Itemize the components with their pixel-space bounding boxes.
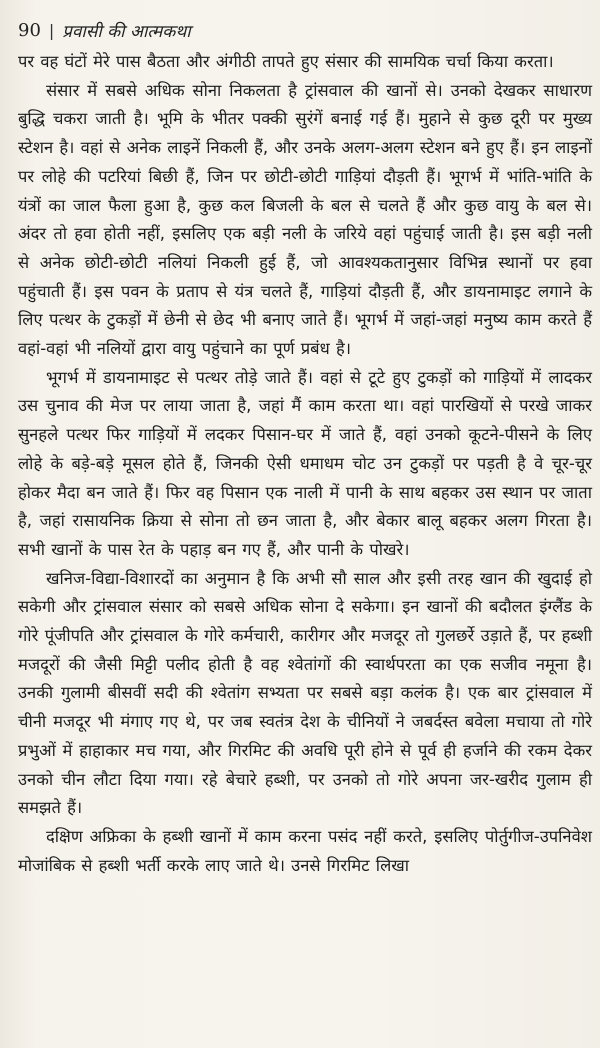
paragraph-gold-mines: संसार में सबसे अधिक सोना निकलता है ट्रांसवाल की खानों से। उनको देखकर साधारण बुद्धि चकरा जाती है। भूमि के भीतर पक्की सुरंगें बनाई गई हैं। मुहाने से कुछ दूरी पर मुख्य स्टेशन है। वहां से अनेक लाइनें निकली हैं, और उनके अलग-अलग स्टेशन बने हुए हैं। इन लाइनों पर लोहे की पटरियां बिछी हैं, जिन पर छोटी-छोटी गाड़ियां दौड़ती हैं। भूगर्भ में भांति-भांति के यंत्रों का जाल फैला हुआ है, कुछ कल बिजली के बल से चलते हैं और कुछ वायु के बल से। अंदर तो हवा होती नहीं, इसलिए एक बड़ी नली के जरिये वहां पहुंचाई जाती है। इस बड़ी नली से अनेक छोटी-छोटी नलियां निकली हुई हैं, जो आवश्यकतानुसार विभिन्न स्थानों पर हवा पहुंचाती हैं। इस पवन के प्रताप से यंत्र चलते हैं, गाड़ियां दौड़ती हैं, और डायनामाइट लगाने के लिए पत्थर के टुकड़ों में छेनी से छेद भी बनाए जाते हैं। भूगर्भ में जहां-जहां मनुष्य काम करते हैं वहां-वहां भी नलियों द्वारा वायु पहुंचाने का पूर्ण प्रबंध है। bbox=[18, 80, 592, 359]
paragraph-continued: पर वह घंटों मेरे पास बैठता और अंगीठी तापते हुए संसार की सामयिक चर्चा किया करता। bbox=[18, 52, 554, 71]
page-number: 90 bbox=[18, 19, 41, 41]
book-title: प्रवासी की आत्मकथा bbox=[62, 21, 191, 42]
header-separator: | bbox=[48, 20, 55, 40]
body-text bbox=[18, 48, 592, 880]
paragraph-mining-experts: खनिज-विद्या-विशारदों का अनुमान है कि अभी सौ साल और इसी तरह खान की खुदाई हो सकेगी और ट्रांसवाल संसार को सबसे अधिक सोना दे सकेगा। इन खानों की बदौलत इंग्लैंड के गोरे पूंजीपति और ट्रांसवाल के गोरे कर्मचारी, कारीगर और मजदूर तो गुलछर्रे उड़ाते हैं, पर हब्शी मजदूरों की जैसी मिट्टी पलीद होती है वह श्वेतांगों की स्वार्थपरता का एक सजीव नमूना है। उनकी गुलामी बीसवीं सदी की श्वेतांग सभ्यता पर सबसे बड़ा कलंक है। एक बार ट्रांसवाल में चीनी मजदूर भी मंगाए गए थे, पर जब स्वतंत्र देश के चीनियों ने जबर्दस्त बवेला मचाया तो गोरे प्रभुओं में हाहाकार मच गया, और गिरमिट की अवधि पूरी होने से पूर्व ही हर्जाने की रकम देकर उनको चीन लौटा दिया गया। रहे बेचारे हब्शी, पर उनको तो गोरे अपना जर-खरीद गुलाम ही समझते हैं। bbox=[18, 568, 592, 818]
paragraph-mozambique: दक्षिण अफ्रिका के हब्शी खानों में काम करना पसंद नहीं करते, इसलिए पोर्तुगीज-उपनिवेश मोजांबिक से हब्शी भर्ती करके लाए जाते थे। उनसे गिरमिट लिखा bbox=[18, 826, 592, 875]
running-header bbox=[18, 14, 592, 46]
paragraph-dynamite: भूगर्भ में डायनामाइट से पत्थर तोड़े जाते हैं। वहां से टूटे हुए टुकड़ों को गाड़ियों में लादकर उस चुनाव की मेज पर लाया जाता है, जहां मैं काम करता था। वहां पारखियों से परखे जाकर सुनहले पत्थर फिर गाड़ियों में लदकर पिसान-घर में जाते हैं, वहां उनको कूटने-पीसने के लिए लोहे के बड़े-बड़े मूसल होते हैं, जिनकी ऐसी धमाधम चोट उन टुकड़ों पर पड़ती है वे चूर-चूर होकर मैदा बन जाते हैं। फिर वह पिसान एक नाली में पानी के साथ बहकर उस स्थान पर जाता है, जहां रासायनिक क्रिया से सोना तो छन जाता है, और बेकार बालू बहकर अलग गिरता है। सभी खानों के पास रेत के पहाड़ बन गए हैं, और पानी के पोखरे। bbox=[18, 367, 592, 559]
